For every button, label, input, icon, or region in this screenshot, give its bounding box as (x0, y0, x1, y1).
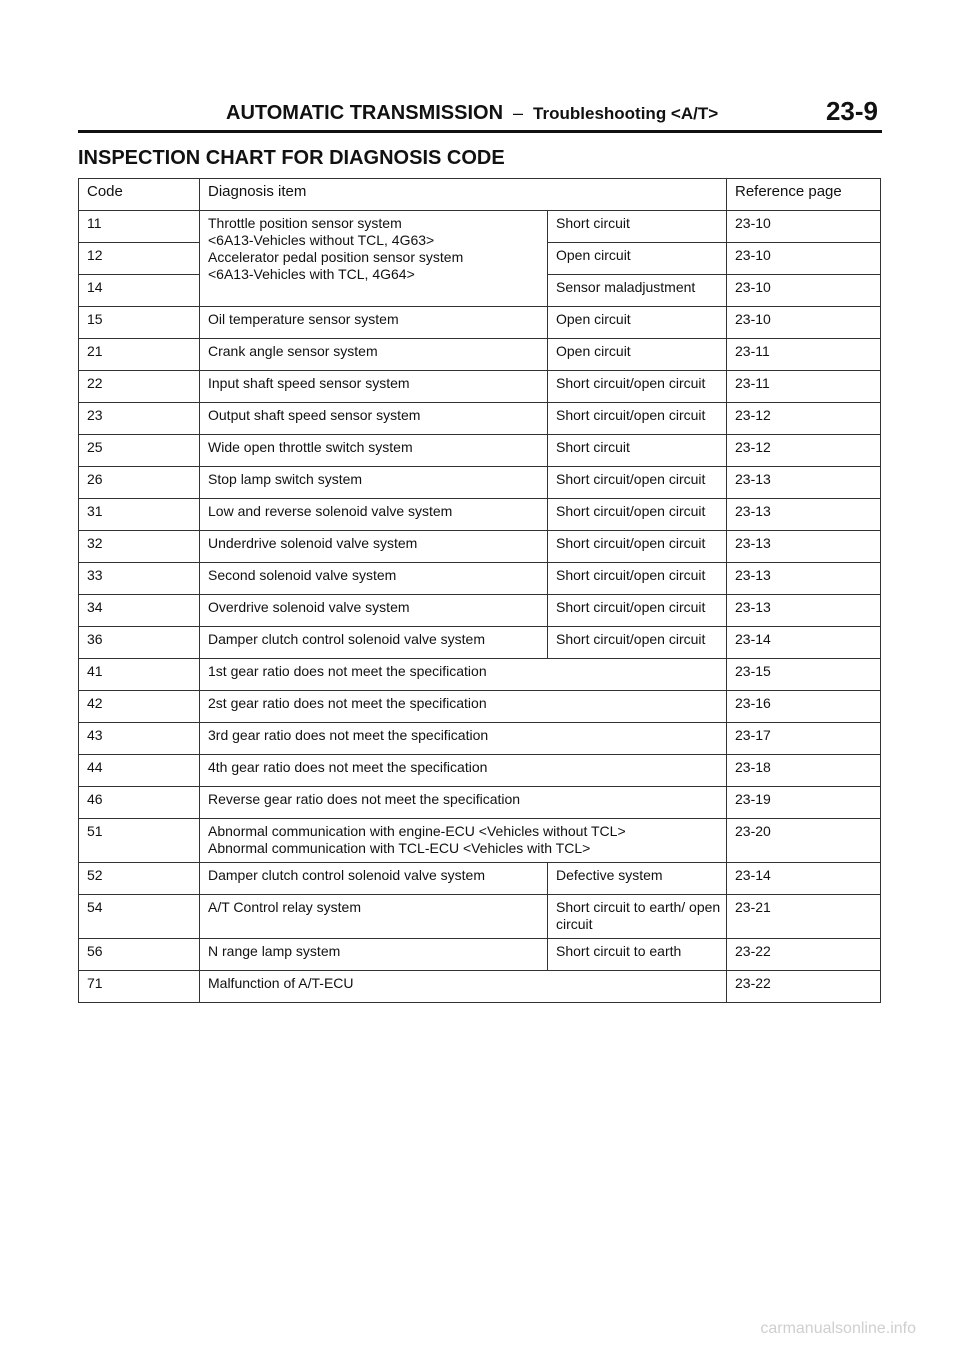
code-cell: 12 (79, 243, 200, 275)
reference-cell: 23-13 (727, 531, 881, 563)
table-row (79, 659, 881, 691)
code-cell: 33 (79, 563, 200, 595)
code-cell: 41 (79, 659, 200, 691)
header-dash: – (513, 103, 524, 123)
diagnosis-item-cell (200, 211, 548, 307)
condition-cell: Short circuit/open circuit (548, 499, 727, 531)
reference-cell: 23-10 (727, 307, 881, 339)
condition-cell: Short circuit (548, 211, 727, 243)
diagnosis-item-cell: N range lamp system (200, 939, 548, 971)
diagnosis-item-cell: Input shaft speed sensor system (200, 371, 548, 403)
table-row (79, 863, 881, 895)
condition-cell: Short circuit/open circuit (548, 563, 727, 595)
diagnosis-item-line: <6A13-Vehicles with TCL, 4G64> (208, 266, 415, 282)
diagnosis-item-cell: 2st gear ratio does not meet the specification (200, 691, 727, 723)
reference-cell: 23-10 (727, 243, 881, 275)
code-cell: 15 (79, 307, 200, 339)
code-cell: 23 (79, 403, 200, 435)
chart-title: INSPECTION CHART FOR DIAGNOSIS CODE (78, 147, 505, 169)
reference-cell: 23-20 (727, 819, 881, 863)
code-cell: 21 (79, 339, 200, 371)
reference-cell: 23-10 (727, 275, 881, 307)
diagnosis-item-cell: Malfunction of A/T-ECU (200, 971, 727, 1003)
code-cell: 34 (79, 595, 200, 627)
code-cell: 36 (79, 627, 200, 659)
reference-cell: 23-15 (727, 659, 881, 691)
column-header-reference: Reference page (727, 179, 881, 211)
diagnosis-code-table (78, 178, 881, 1003)
code-cell: 43 (79, 723, 200, 755)
diagnosis-item-cell: Damper clutch control solenoid valve system (200, 863, 548, 895)
condition-cell: Open circuit (548, 339, 727, 371)
code-cell: 25 (79, 435, 200, 467)
table-row (79, 307, 881, 339)
reference-cell: 23-13 (727, 467, 881, 499)
condition-cell: Short circuit/open circuit (548, 627, 727, 659)
subsection-title: Troubleshooting <A/T> (533, 104, 719, 123)
condition-cell: Defective system (548, 863, 727, 895)
column-header-code: Code (79, 179, 200, 211)
table-row (79, 971, 881, 1003)
reference-cell: 23-11 (727, 339, 881, 371)
diagnosis-item-cell: A/T Control relay system (200, 895, 548, 939)
diagnosis-item-cell: Wide open throttle switch system (200, 435, 548, 467)
reference-cell: 23-19 (727, 787, 881, 819)
diagnosis-item-cell: Output shaft speed sensor system (200, 403, 548, 435)
condition-cell: Sensor maladjustment (548, 275, 727, 307)
reference-cell: 23-14 (727, 627, 881, 659)
code-cell: 56 (79, 939, 200, 971)
diagnosis-item-cell: Second solenoid valve system (200, 563, 548, 595)
page-header (78, 96, 882, 136)
diagnosis-item-cell: Low and reverse solenoid valve system (200, 499, 548, 531)
code-cell: 11 (79, 211, 200, 243)
table-row (79, 895, 881, 939)
diagnosis-item-cell: 4th gear ratio does not meet the specification (200, 755, 727, 787)
diagnosis-item-line: Abnormal communication with TCL-ECU <Vehicles with TCL> (208, 840, 591, 856)
table-row (79, 339, 881, 371)
table-row (79, 755, 881, 787)
reference-cell: 23-11 (727, 371, 881, 403)
reference-cell: 23-12 (727, 435, 881, 467)
condition-cell: Short circuit/open circuit (548, 531, 727, 563)
table-row (79, 467, 881, 499)
code-cell: 26 (79, 467, 200, 499)
header-rule (78, 130, 882, 133)
reference-cell: 23-22 (727, 971, 881, 1003)
diagnosis-item-cell: Crank angle sensor system (200, 339, 548, 371)
condition-cell: Short circuit/open circuit (548, 371, 727, 403)
code-cell: 52 (79, 863, 200, 895)
condition-cell: Short circuit/open circuit (548, 595, 727, 627)
reference-cell: 23-17 (727, 723, 881, 755)
table-row (79, 595, 881, 627)
diagnosis-item-line: Throttle position sensor system (208, 215, 402, 231)
reference-cell: 23-14 (727, 863, 881, 895)
table-row (79, 691, 881, 723)
code-cell: 44 (79, 755, 200, 787)
column-header-item: Diagnosis item (200, 179, 727, 211)
watermark: carmanualsonline.info (760, 1320, 916, 1337)
table-row (79, 723, 881, 755)
code-cell: 31 (79, 499, 200, 531)
condition-cell: Short circuit (548, 435, 727, 467)
diagnosis-item-cell: Damper clutch control solenoid valve system (200, 627, 548, 659)
code-cell: 46 (79, 787, 200, 819)
condition-cell: Short circuit/open circuit (548, 467, 727, 499)
header-title (226, 102, 718, 125)
diagnosis-item-cell: Reverse gear ratio does not meet the specification (200, 787, 727, 819)
table-row (79, 819, 881, 863)
table-row (79, 211, 881, 243)
code-cell: 14 (79, 275, 200, 307)
diagnosis-item-cell: 3rd gear ratio does not meet the specification (200, 723, 727, 755)
table-row (79, 627, 881, 659)
diagnosis-item-cell: 1st gear ratio does not meet the specification (200, 659, 727, 691)
code-cell: 71 (79, 971, 200, 1003)
page-number: 23-9 (825, 96, 878, 126)
diagnosis-item-line: Abnormal communication with engine-ECU <Vehicles without TCL> (208, 823, 626, 839)
diagnosis-item-cell: Underdrive solenoid valve system (200, 531, 548, 563)
reference-cell: 23-21 (727, 895, 881, 939)
diagnosis-item-cell: Oil temperature sensor system (200, 307, 548, 339)
table-row (79, 435, 881, 467)
diagnosis-item-line: Accelerator pedal position sensor system (208, 249, 464, 265)
condition-cell: Short circuit to earth/ open circuit (548, 895, 727, 939)
reference-cell: 23-13 (727, 499, 881, 531)
table-row (79, 499, 881, 531)
reference-cell: 23-18 (727, 755, 881, 787)
table-row (79, 563, 881, 595)
table-row (79, 787, 881, 819)
diagnosis-item-cell (200, 819, 727, 863)
section-title: AUTOMATIC TRANSMISSION (226, 102, 504, 124)
reference-cell: 23-10 (727, 211, 881, 243)
condition-cell: Open circuit (548, 243, 727, 275)
condition-cell: Short circuit/open circuit (548, 403, 727, 435)
reference-cell: 23-22 (727, 939, 881, 971)
code-cell: 32 (79, 531, 200, 563)
table-row (79, 531, 881, 563)
table-row (79, 939, 881, 971)
table-header-row (79, 179, 881, 211)
reference-cell: 23-13 (727, 563, 881, 595)
code-cell: 51 (79, 819, 200, 863)
condition-cell: Short circuit to earth (548, 939, 727, 971)
reference-cell: 23-16 (727, 691, 881, 723)
code-cell: 22 (79, 371, 200, 403)
condition-cell: Open circuit (548, 307, 727, 339)
code-cell: 54 (79, 895, 200, 939)
diagnosis-item-line: <6A13-Vehicles without TCL, 4G63> (208, 232, 435, 248)
reference-cell: 23-12 (727, 403, 881, 435)
diagnosis-item-cell: Overdrive solenoid valve system (200, 595, 548, 627)
code-cell: 42 (79, 691, 200, 723)
table-row (79, 403, 881, 435)
diagnosis-item-cell: Stop lamp switch system (200, 467, 548, 499)
reference-cell: 23-13 (727, 595, 881, 627)
table-row (79, 371, 881, 403)
